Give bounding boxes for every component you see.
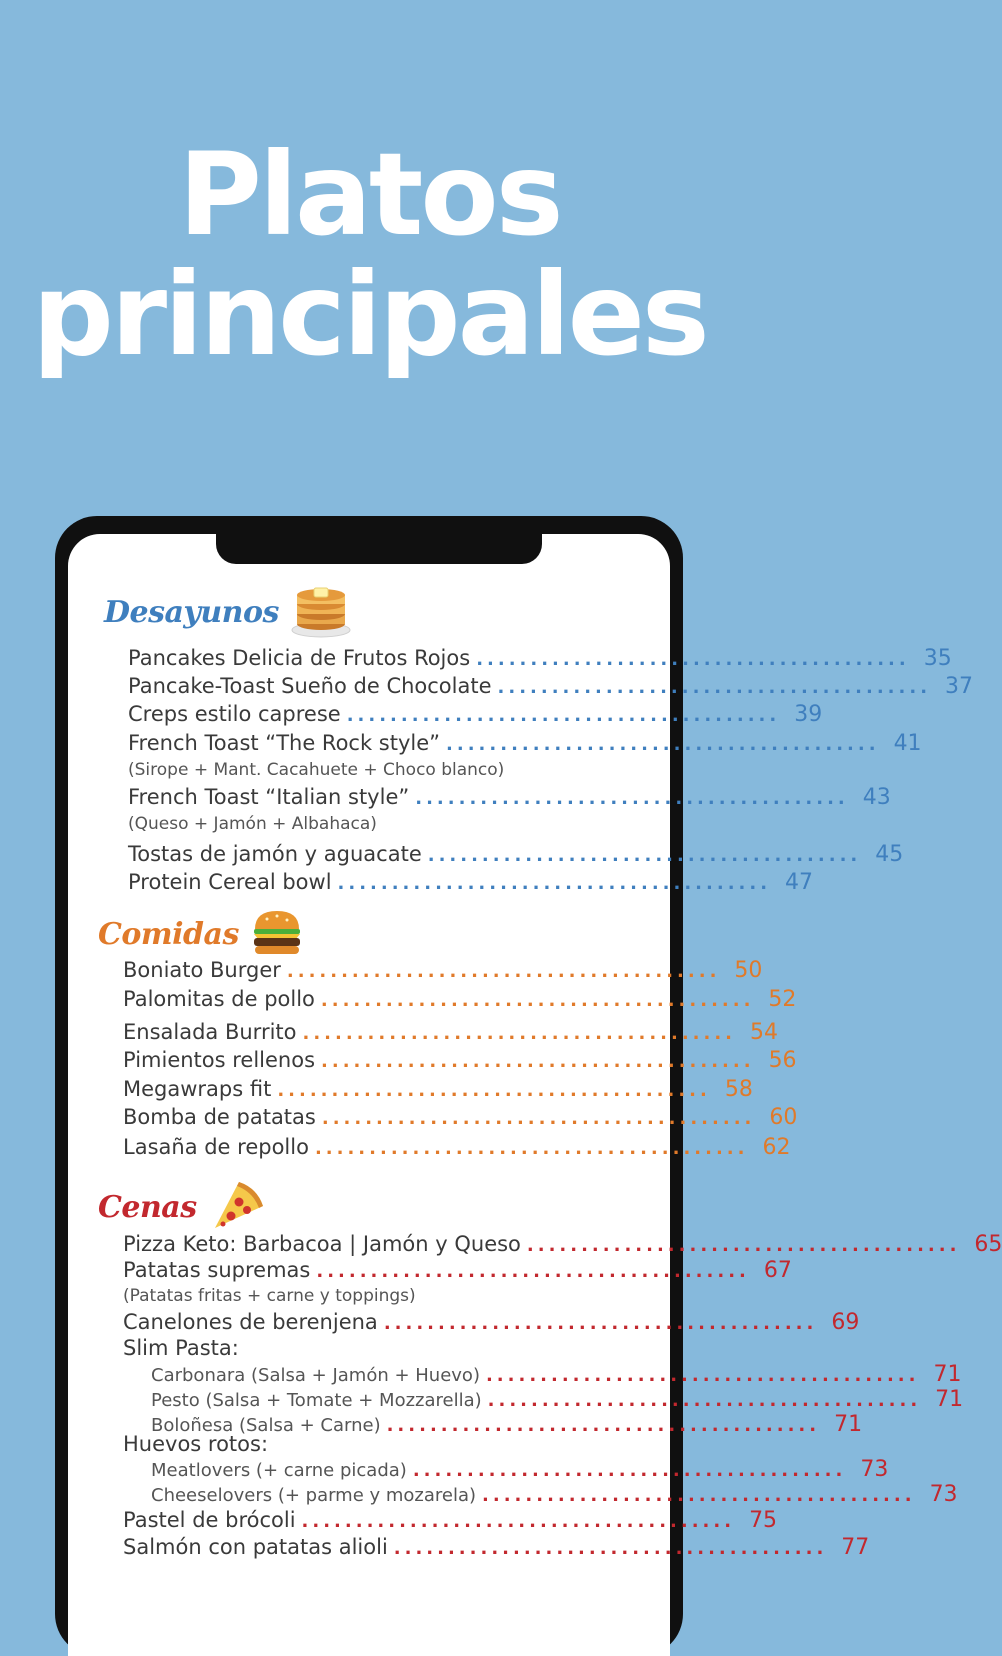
dot-leader: ........................................	[415, 788, 849, 809]
dot-leader: ........................................	[497, 677, 932, 698]
item-note: (Sirope + Mant. Cacahuete + Choco blanco)	[128, 760, 505, 780]
list-item[interactable]	[123, 1020, 779, 1045]
item-page: 54	[750, 1020, 779, 1045]
list-item[interactable]	[123, 1105, 798, 1130]
item-label: Canelones de berenjena	[123, 1310, 378, 1334]
item-page: 60	[769, 1105, 798, 1130]
item-label: French Toast “Italian style”	[128, 785, 410, 809]
list-item[interactable]	[151, 1362, 962, 1387]
dot-leader: ........................................	[320, 990, 755, 1011]
item-note: (Patatas fritas + carne y toppings)	[123, 1286, 416, 1306]
dot-leader: ........................................	[286, 961, 721, 982]
dot-leader: ........................................	[302, 1023, 737, 1044]
item-page: 58	[724, 1077, 753, 1102]
item-label: Protein Cereal bowl	[128, 870, 332, 894]
pizza-icon	[209, 1178, 265, 1236]
item-label: Patatas supremas	[123, 1258, 311, 1282]
headline-line-2: principales	[32, 248, 707, 381]
dot-leader: ........................................	[393, 1538, 828, 1559]
item-label: Carbonara (Salsa + Jamón + Huevo)	[151, 1365, 480, 1386]
section-title-desayunos: Desayunos	[104, 594, 279, 630]
item-label: Bomba de patatas	[123, 1105, 316, 1129]
item-label: Cheeselovers (+ parme y mozarela)	[151, 1485, 477, 1506]
item-note: (Queso + Jamón + Albahaca)	[128, 814, 377, 834]
item-page: 67	[763, 1258, 792, 1283]
item-page: 45	[875, 842, 904, 867]
list-item[interactable]	[128, 785, 891, 810]
headline	[0, 128, 739, 381]
item-page: 52	[768, 987, 797, 1012]
item-page: 65	[974, 1232, 1002, 1257]
group-heading-slim-pasta: Slim Pasta:	[123, 1336, 239, 1360]
item-page: 47	[785, 870, 814, 895]
item-page: 71	[935, 1387, 964, 1412]
item-label: Megawraps fit	[123, 1077, 272, 1101]
list-item[interactable]	[128, 842, 904, 867]
dot-leader: ........................................	[487, 1390, 922, 1411]
list-item[interactable]	[128, 731, 922, 756]
item-label: Lasaña de repollo	[123, 1135, 309, 1159]
list-item[interactable]	[151, 1457, 889, 1482]
list-item[interactable]	[151, 1387, 964, 1412]
item-label: Salmón con patatas alioli	[123, 1535, 388, 1559]
item-label: Pimientos rellenos	[123, 1048, 316, 1072]
dot-leader: ........................................	[346, 705, 781, 726]
item-label: French Toast “The Rock style”	[128, 731, 441, 755]
phone-frame	[55, 516, 1002, 1656]
section-header-cenas	[98, 1177, 265, 1237]
item-page: 37	[945, 674, 974, 699]
list-item[interactable]	[128, 674, 974, 699]
list-item[interactable]	[123, 1135, 791, 1160]
item-label: Boloñesa (Salsa + Carne)	[151, 1415, 381, 1436]
item-label: Creps estilo caprese	[128, 702, 341, 726]
phone-screen	[68, 534, 1002, 1656]
headline-line-1: Platos	[178, 128, 561, 261]
dot-leader: ........................................	[386, 1415, 821, 1436]
list-item[interactable]	[123, 1077, 753, 1102]
list-item[interactable]	[123, 1535, 870, 1560]
item-page: 73	[860, 1457, 889, 1482]
dot-leader: ........................................	[383, 1313, 818, 1334]
list-item[interactable]	[123, 1508, 778, 1533]
dot-leader: ........................................	[301, 1511, 736, 1532]
dot-leader: ........................................	[476, 649, 910, 670]
item-page: 62	[762, 1135, 791, 1160]
item-page: 71	[933, 1362, 962, 1387]
dot-leader: ........................................	[321, 1051, 755, 1072]
list-item[interactable]	[123, 1310, 860, 1335]
dot-leader: ........................................	[277, 1080, 711, 1101]
item-label: Pesto (Salsa + Tomate + Mozzarella)	[151, 1390, 482, 1411]
item-label: Palomitas de pollo	[123, 987, 315, 1011]
item-label: Tostas de jamón y aguacate	[128, 842, 422, 866]
item-page: 43	[862, 785, 891, 810]
item-page: 35	[923, 646, 952, 671]
dot-leader: ........................................	[526, 1235, 961, 1256]
dot-leader: ........................................	[337, 873, 772, 894]
list-item[interactable]	[123, 1232, 1002, 1257]
section-title-cenas: Cenas	[98, 1189, 197, 1225]
item-label: Meatlovers (+ carne picada)	[151, 1460, 407, 1481]
group-heading-huevos-rotos: Huevos rotos:	[123, 1432, 269, 1456]
item-page: 41	[893, 731, 922, 756]
dot-leader: ........................................	[314, 1138, 749, 1159]
list-item[interactable]	[151, 1482, 958, 1507]
item-page: 75	[749, 1508, 778, 1533]
list-item[interactable]	[123, 1258, 792, 1283]
item-page: 39	[794, 702, 823, 727]
item-label: Pancake-Toast Sueño de Chocolate	[128, 674, 492, 698]
phone-notch	[216, 534, 542, 564]
dot-leader: ........................................	[316, 1261, 750, 1282]
item-label: Pizza Keto: Barbacoa | Jamón y Queso	[123, 1232, 521, 1256]
list-item[interactable]	[123, 958, 763, 983]
dot-leader: ........................................	[482, 1485, 916, 1506]
list-item[interactable]	[128, 870, 814, 895]
item-page: 56	[768, 1048, 797, 1073]
section-title-comidas: Comidas	[98, 916, 239, 952]
dot-leader: ........................................	[321, 1108, 756, 1129]
list-item[interactable]	[123, 987, 797, 1012]
item-page: 73	[929, 1482, 958, 1507]
pancakes-icon	[291, 582, 351, 642]
section-header-desayunos	[104, 582, 351, 642]
section-header-comidas	[98, 904, 303, 964]
dot-leader: ........................................	[485, 1365, 920, 1386]
dot-leader: ........................................	[412, 1460, 847, 1481]
burger-icon	[251, 907, 303, 961]
item-page: 50	[734, 958, 763, 983]
dot-leader: ........................................	[446, 734, 880, 755]
item-page: 71	[834, 1412, 863, 1437]
list-item[interactable]	[128, 702, 823, 727]
item-label: Pancakes Delicia de Frutos Rojos	[128, 646, 471, 670]
item-page: 69	[831, 1310, 860, 1335]
list-item[interactable]	[123, 1048, 797, 1073]
item-label: Ensalada Burrito	[123, 1020, 297, 1044]
item-page: 77	[841, 1535, 870, 1560]
dot-leader: ........................................	[427, 845, 862, 866]
item-label: Boniato Burger	[123, 958, 281, 982]
list-item[interactable]	[128, 646, 952, 671]
item-label: Pastel de brócoli	[123, 1508, 296, 1532]
